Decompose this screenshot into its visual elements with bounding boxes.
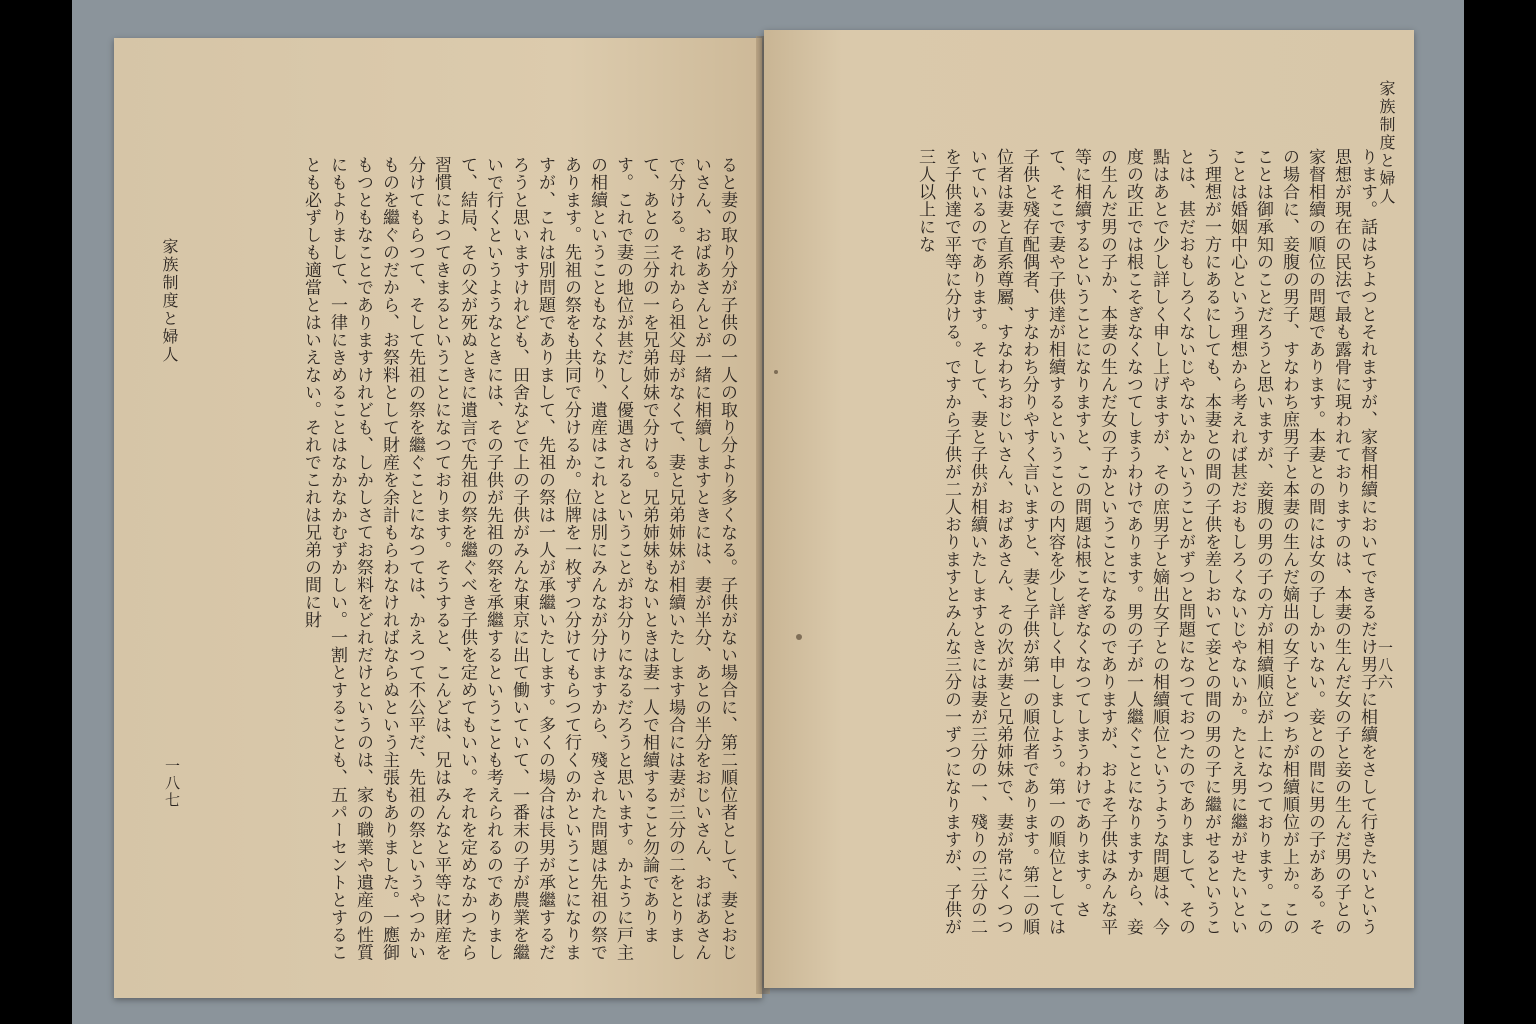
photo-background [72, 0, 1464, 1024]
right-page-number: 一八六 [1376, 640, 1394, 691]
left-page-running-head: 家族制度と婦人 [160, 238, 179, 364]
left-page-number: 一八七 [163, 758, 181, 809]
paper-stain [774, 370, 778, 374]
right-page-body-text: ります。話はちよつとそれますが、家督相續においてできるだけ男子に相續をさして行きたいという思想が現在の民法で最も露骨に現われておりますのは、本妻の生んだ女の子と妾の生んだ男の子との家督相續の順位の問題であります。本妻との間には女の子しかいない。妾との間に男の子がある。その場合に、妾腹の男子、すなわち庶男子と本妻の生んだ嫡出の女子とどつちが相續順位が上か。このことは御承知のことだろうと思いますが、妾腹の男の子の方が相續順位が上になつております。このことは婚姻中心という理想から考えれば甚だおもしろくないじやないか。たとえ男に繼がせたいという理想が一方にあるにしても、本妻との間の子供を差しおいて妾との間の男の子に繼がせるということは、甚だおもしろくないじやないかということがずつと問題になつておつたのでありまして、その點はあとで少し詳しく申し上げますが、その庶男子と嫡出女子との相續順位というような問題は、今度の改正では根こそぎなくなつてしまうわけであります。男の子が一人繼ぐことになりますから、妾の生んだ男の子か、本妻の生んだ女の子かということになるのでありますが、およそ子供はみんな平等に相續するということになりますと、この問題は根こそぎなくなつてしまうわけであります。さて、そこで妻や子供達が相續するということの内容を少し詳しく申しましよう。第一の順位としては子供と殘存配偶者、すなわち分りやすく言いますと、妻と子供が第一の順位者であります。第二の順位者は妻と直系尊屬、すなわちおじいさん、おばあさん、その次が妻と兄弟姉妹で、妻が常にくつついているのであります。そして、妻と子供が相續いたしますときには妻が三分の一、殘りの三分の二を子供達で平等に分ける。ですから子供が二人おりますとみんな三分の一ずつになりますが、子供が三人以上にな [915, 148, 1377, 936]
paper-stain [796, 634, 802, 640]
left-page-body-text: ると妻の取り分が子供の一人の取り分より多くなる。子供がない場合に、第二順位者として、妻とおじいさん、おばあさんとが一緒に相續しますときには、妻が半分、あとの半分をおじいさん、おばあさんで分ける。それから祖父母がなくて、妻と兄弟姉妹が相續いたします場合には妻が三分の二をとりまして、あとの三分の一を兄弟姉妹で分ける。兄弟姉妹もないときは妻一人で相續すること勿論であります。これで妻の地位が甚だしく優遇されるということがお分りになるだろうと思います。かように戸主の相續ということもなくなり、遺産はこれとは別にみんなが分けますから、殘された問題は先祖の祭であります。先祖の祭をも共同で分けるか。位牌を一枚ずつ分けてもらつて行くのかということになりますが、これは別問題でありまして、先祖の祭は一人が承繼いたします。多くの場合は長男が承繼するだろうと思いますけれども、田舍などで上の子供がみんな東京に出て働いていて、一番末の子が農業を繼いで行くというようなときには、その子供が先祖の祭を承繼するということも考えられるのでありまして、結局、その父が死ぬときに遺言で先祖の祭を繼ぐべき子供を定めてもいい。それを定めなかつたら習慣によつてきまるということになつております。そうすると、こんどは、兄はみんなと平等に財産を分けてもらつて、そして先祖の祭を繼ぐことになつては、かえつて不公平だ、先祖の祭というやつかいものを繼ぐのだから、お祭料として財産を余計もらわなければならぬという主張もありました。一應御もつともなことでありますけれども、しかしさてお祭料をどれだけというのは、家の職業や遺産の性質にもよりまして、一律にきめることはなかなかむずかしい。一割とすることも、五パーセントとすることも必ずしも適當とはいえない。それでこれは兄弟の間に財 [301, 156, 737, 961]
right-page [764, 30, 1414, 988]
left-page [114, 38, 762, 998]
right-page-running-head: 家族制度と婦人 [1377, 80, 1396, 206]
